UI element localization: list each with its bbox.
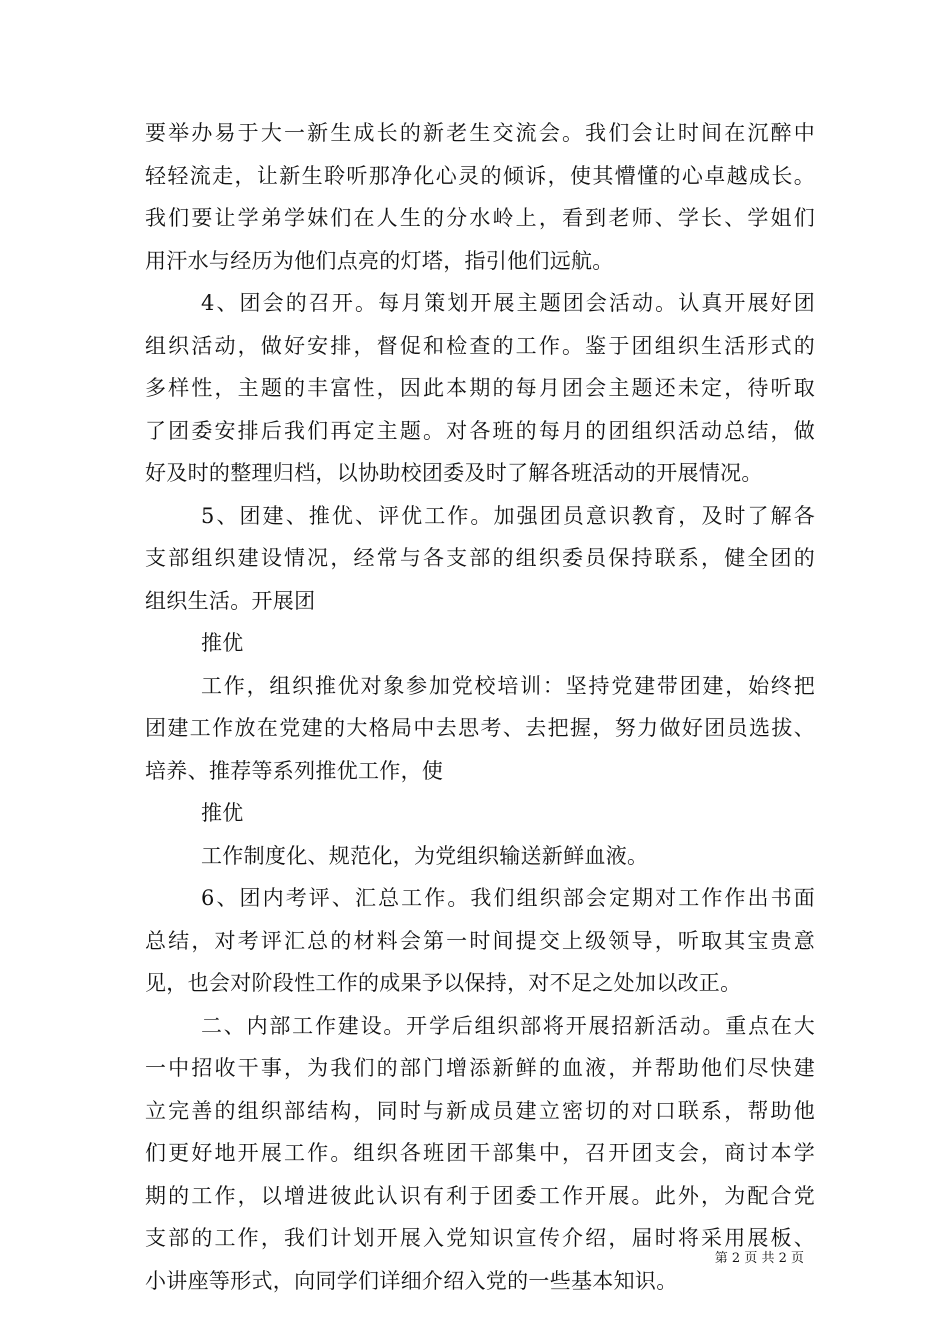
text-line: 组织生活。开展团 bbox=[145, 588, 316, 613]
text-line: 支部组织建设情况，经常与各支部的组织委员保持联系，健全团的 bbox=[145, 546, 815, 570]
text-line: 见，也会对阶段性工作的成果予以保持，对不足之处加以改正。 bbox=[145, 971, 742, 995]
document-body bbox=[145, 112, 815, 1302]
text-line: 我们要让学弟学妹们在人生的分水岭上，看到老师、学长、学姐们 bbox=[145, 206, 815, 230]
text-line: 期的工作，以增进彼此认识有利于团委工作开展。此外，为配合党 bbox=[145, 1183, 815, 1208]
text-line: 支部的工作，我们计划开展入党知识宣传介绍，届时将采用展板、 bbox=[145, 1226, 815, 1250]
text-line: 组织活动，做好安排，督促和检查的工作。鉴于团组织生活形式的 bbox=[145, 333, 815, 358]
text-line: 培养、推荐等系列推优工作，使 bbox=[145, 758, 444, 783]
text-line: 小讲座等形式，向同学们详细介绍入党的一些基本知识。 bbox=[145, 1268, 678, 1293]
text-line: 工作，组织推优对象参加党校培训：坚持党建带团建，始终把 bbox=[201, 673, 815, 698]
text-line: 好及时的整理归档，以协助校团委及时了解各班活动的开展情况。 bbox=[145, 461, 763, 485]
text-line: 们更好地开展工作。组织各班团干部集中，召开团支会，商讨本学 bbox=[145, 1141, 815, 1165]
text-line: 用汗水与经历为他们点亮的灯塔，指引他们远航。 bbox=[145, 248, 614, 273]
text-line: 4、团会的召开。每月策划开展主题团会活动。认真开展好团 bbox=[201, 291, 815, 315]
text-line: 了团委安排后我们再定主题。对各班的每月的团组织活动总结，做 bbox=[145, 418, 815, 443]
text-line: 推优 bbox=[201, 631, 244, 655]
text-line: 多样性，主题的丰富性，因此本期的每月团会主题还未定，待听取 bbox=[145, 376, 815, 400]
text-line: 团建工作放在党建的大格局中去思考、去把握，努力做好团员选拔、 bbox=[145, 716, 815, 740]
text-line: 5、团建、推优、评优工作。加强团员意识教育，及时了解各 bbox=[201, 503, 815, 528]
text-line: 6、团内考评、汇总工作。我们组织部会定期对工作作出书面 bbox=[201, 886, 815, 910]
text-line: 要举办易于大一新生成长的新老生交流会。我们会让时间在沉醉中 bbox=[145, 121, 815, 145]
text-line: 工作制度化、规范化，为党组织输送新鲜血液。 bbox=[201, 843, 649, 868]
text-line: 立完善的组织部结构，同时与新成员建立密切的对口联系，帮助他 bbox=[145, 1098, 815, 1123]
text-line: 总结，对考评汇总的材料会第一时间提交上级领导，听取其宝贵意 bbox=[145, 928, 815, 953]
text-line: 推优 bbox=[201, 801, 244, 825]
text-line: 一中招收干事，为我们的部门增添新鲜的血液，并帮助他们尽快建 bbox=[145, 1056, 815, 1080]
page-number-footer: 第 2 页 共 2 页 bbox=[714, 1251, 804, 1266]
text-line: 轻轻流走，让新生聆听那净化心灵的倾诉，使其懵懂的心卓越成长。 bbox=[145, 163, 815, 188]
text-line: 二、内部工作建设。开学后组织部将开展招新活动。重点在大 bbox=[201, 1013, 815, 1038]
